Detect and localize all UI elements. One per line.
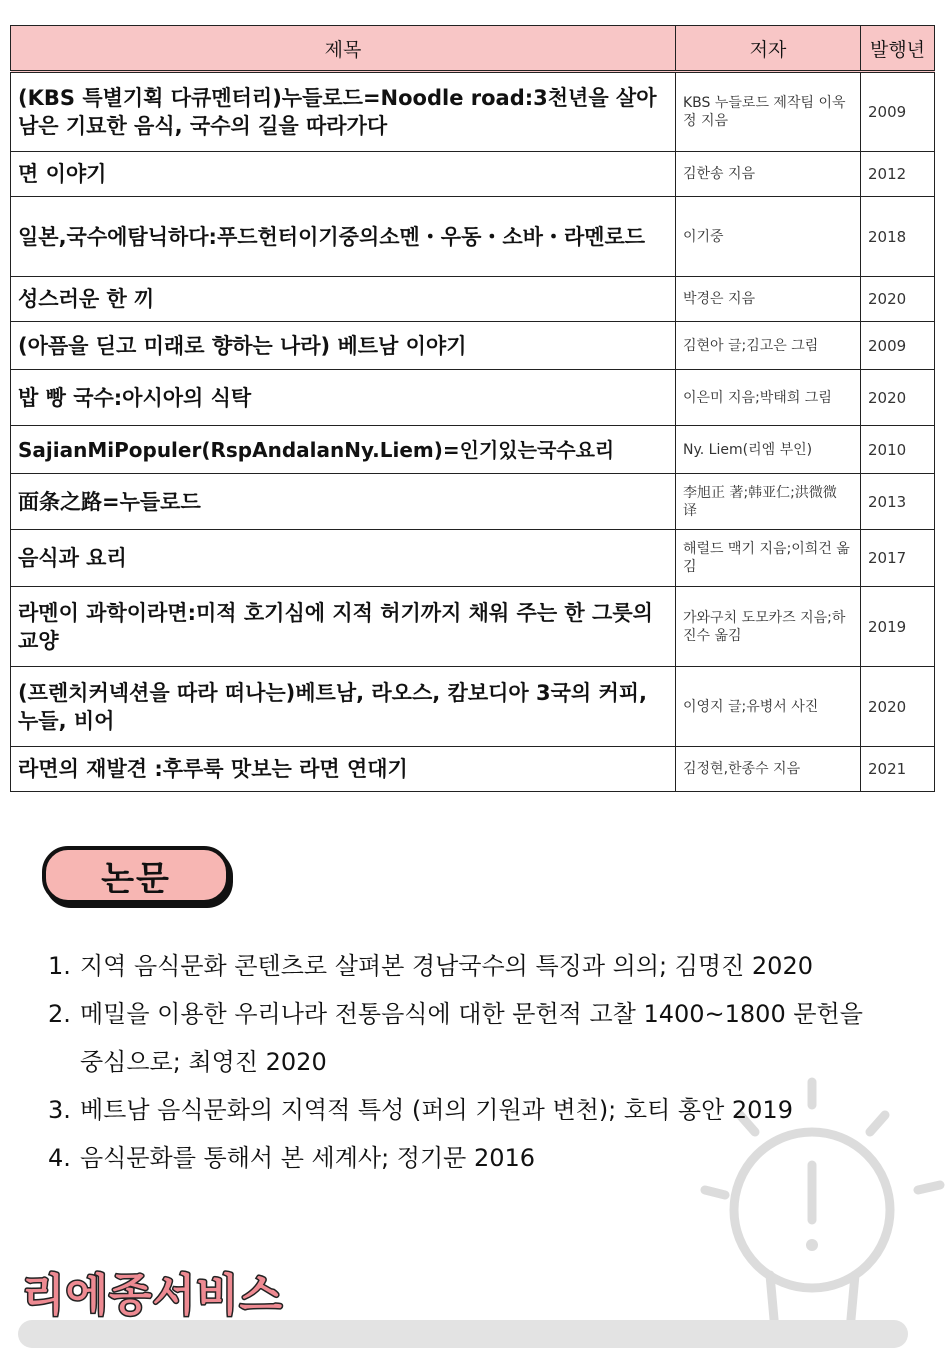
- book-year: 2012: [861, 152, 935, 197]
- header-author: 저자: [676, 26, 861, 72]
- book-title: (KBS 특별기획 다큐멘터리)누들로드=Noodle road:3천년을 살아남은 기묘한 음식, 국수의 길을 따라가다: [11, 72, 676, 152]
- table-row: [11, 72, 935, 152]
- book-title: 음식과 요리: [11, 530, 676, 587]
- book-title: 면 이야기: [11, 152, 676, 197]
- book-author: KBS 누들로드 제작팀 이욱정 지음: [676, 72, 861, 152]
- book-author: 김현아 글;김고은 그림: [676, 322, 861, 370]
- book-year: 2009: [861, 72, 935, 152]
- table-row: [11, 370, 935, 426]
- table-row: [11, 474, 935, 530]
- book-title: SajianMiPopuler(RspAndalanNy.Liem)=인기있는국수요리: [11, 426, 676, 474]
- table-row: [11, 747, 935, 792]
- book-year: 2020: [861, 370, 935, 426]
- book-author: 가와구치 도모카즈 지음;하진수 옮김: [676, 587, 861, 667]
- list-item: [48, 1086, 878, 1134]
- section-title: 논문: [101, 858, 171, 899]
- book-year: 2017: [861, 530, 935, 587]
- book-title: 面条之路=누들로드: [11, 474, 676, 530]
- book-year: 2020: [861, 667, 935, 747]
- paper-citation: 베트남 음식문화의 지역적 특성 (퍼의 기원과 변천); 호티 홍안 2019: [80, 1096, 793, 1124]
- book-title: 밥 빵 국수:아시아의 식탁: [11, 370, 676, 426]
- logo-text: 리에종서비스: [22, 1270, 284, 1321]
- book-author: 이기중: [676, 197, 861, 277]
- section-badge: [42, 846, 230, 904]
- header-year: 발행년: [861, 26, 935, 72]
- list-item: [48, 942, 878, 990]
- list-item: [48, 990, 878, 1086]
- list-item: [48, 1134, 878, 1182]
- table-row: [11, 426, 935, 474]
- book-year: 2010: [861, 426, 935, 474]
- paper-citation: 음식문화를 통해서 본 세계사; 정기문 2016: [80, 1144, 536, 1172]
- book-year: 2018: [861, 197, 935, 277]
- item-number: 2.: [48, 1000, 71, 1028]
- book-table: [10, 25, 935, 792]
- table-row: [11, 152, 935, 197]
- book-year: 2009: [861, 322, 935, 370]
- book-author: 이은미 지음;박태희 그림: [676, 370, 861, 426]
- table-row: [11, 197, 935, 277]
- book-author: 박경은 지음: [676, 277, 861, 322]
- book-author: 김한송 지음: [676, 152, 861, 197]
- item-number: 4.: [48, 1144, 71, 1172]
- table-row: [11, 322, 935, 370]
- book-title: 일본,국수에탐닉하다:푸드헌터이기중의소멘・우동・소바・라멘로드: [11, 197, 676, 277]
- table-row: [11, 667, 935, 747]
- book-author: 李旭正 著;韩亚仁;洪微微 译: [676, 474, 861, 530]
- header-title: 제목: [11, 26, 676, 72]
- book-year: 2021: [861, 747, 935, 792]
- book-title: (아픔을 딛고 미래로 향하는 나라) 베트남 이야기: [11, 322, 676, 370]
- book-year: 2013: [861, 474, 935, 530]
- book-author: 이영지 글;유병서 사진: [676, 667, 861, 747]
- book-title: 라멘이 과학이라면:미적 호기심에 지적 허기까지 채워 주는 한 그릇의 교양: [11, 587, 676, 667]
- item-number: 3.: [48, 1096, 71, 1124]
- book-title: 라면의 재발견 :후루룩 맛보는 라면 연대기: [11, 747, 676, 792]
- book-author: 김정현,한종수 지음: [676, 747, 861, 792]
- table-row: [11, 530, 935, 587]
- item-number: 1.: [48, 952, 71, 980]
- book-year: 2019: [861, 587, 935, 667]
- book-title: (프렌치커넥션을 따라 떠나는)베트남, 라오스, 캄보디아 3국의 커피, 누들, 비어: [11, 667, 676, 747]
- paper-citation: 지역 음식문화 콘텐츠로 살펴본 경남국수의 특징과 의의; 김명진 2020: [80, 952, 813, 980]
- table-row: [11, 587, 935, 667]
- paper-citation: 메밀을 이용한 우리나라 전통음식에 대한 문헌적 고찰 1400~1800 문헌을 중심으로; 최영진 2020: [80, 1000, 863, 1076]
- table-header-row: [11, 26, 935, 72]
- brand-logo: [18, 1258, 318, 1326]
- table-row: [11, 277, 935, 322]
- book-author: 해럴드 맥기 지음;이희건 옮김: [676, 530, 861, 587]
- book-year: 2020: [861, 277, 935, 322]
- book-title: 성스러운 한 끼: [11, 277, 676, 322]
- paper-list: [48, 942, 878, 1182]
- book-author: Ny. Liem(리엠 부인): [676, 426, 861, 474]
